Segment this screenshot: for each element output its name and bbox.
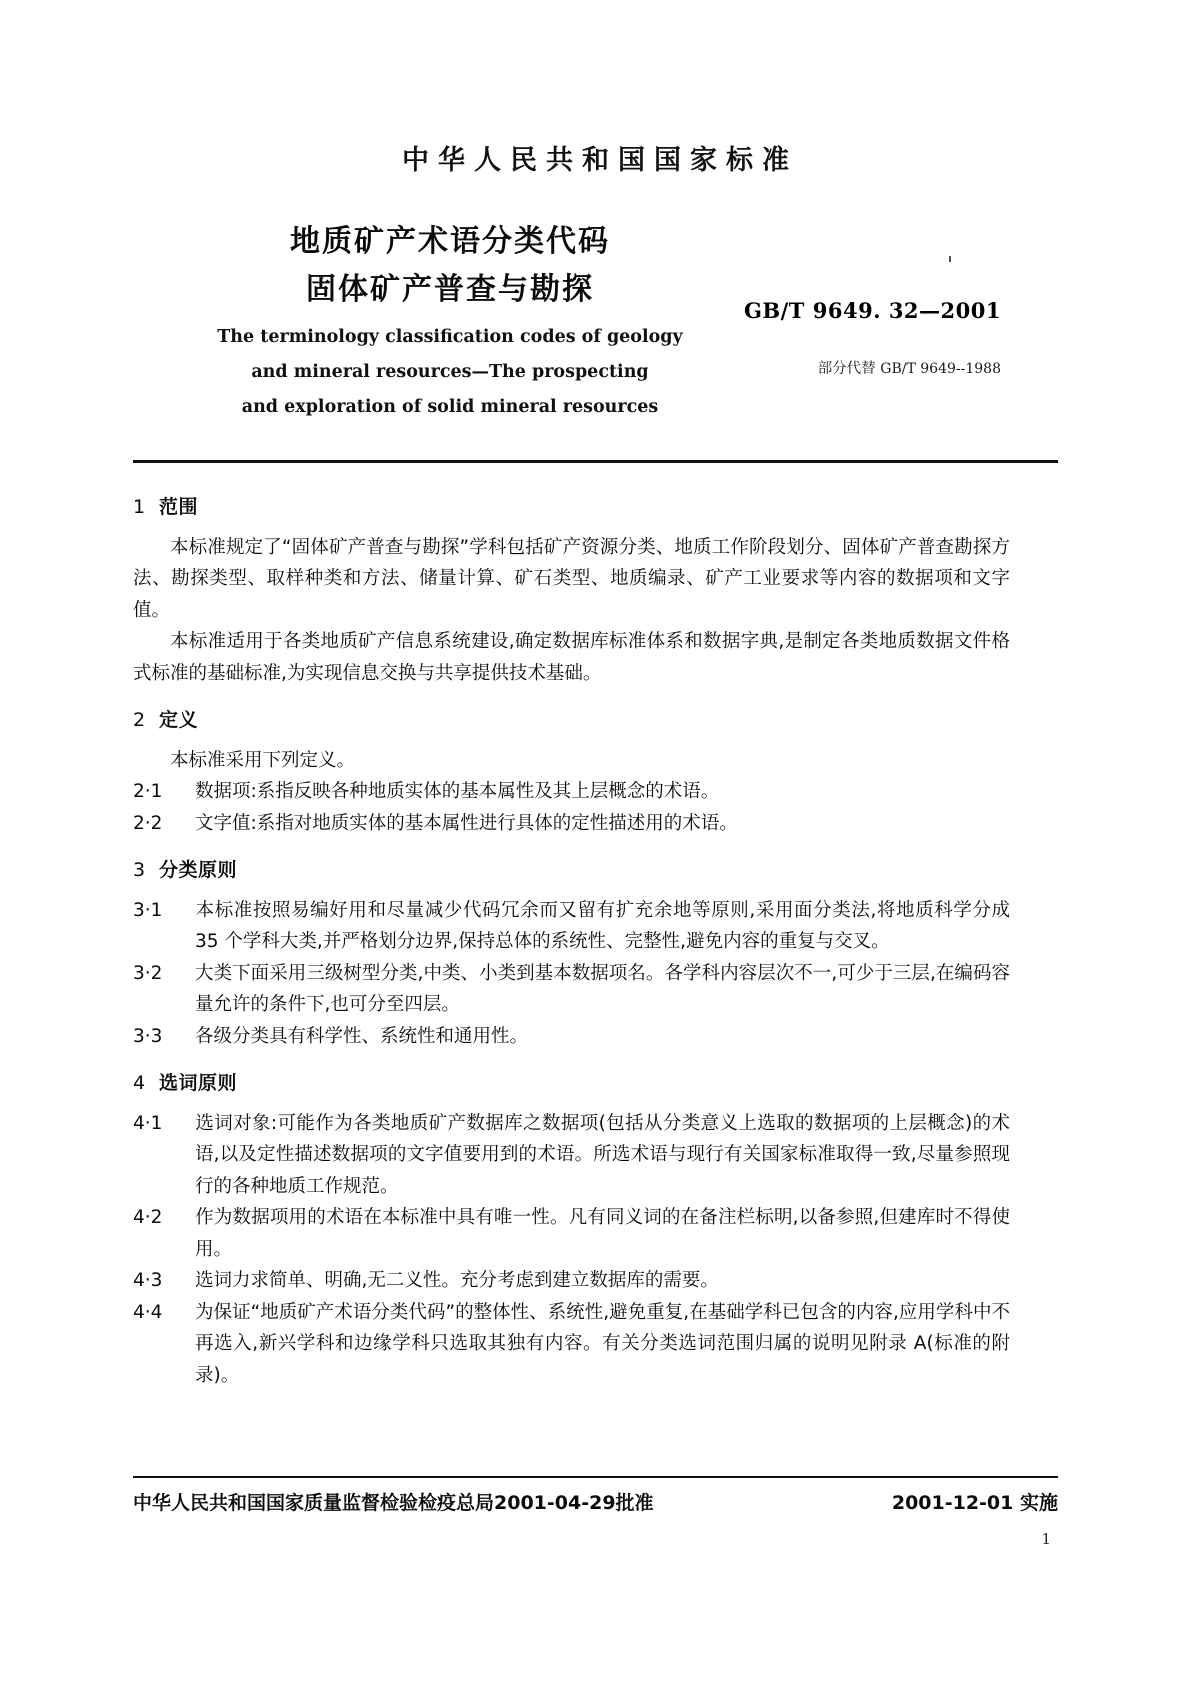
document-title-en-line3: and exploration of solid mineral resources (241, 397, 659, 417)
page-number: 1 (1041, 1530, 1051, 1548)
clause-4-2 (133, 1202, 1010, 1265)
section-1-paragraph-1: 本标准规定了“固体矿产普查与勘探”学科包括矿产资源分类、地质工作阶段划分、固体矿产普查勘探方法、勘探类型、取样种类和方法、储量计算、矿石类型、地质编录、矿产工业要求等内容的数据项和文字值。 (133, 536, 1010, 621)
clause-4-4 (133, 1297, 1010, 1392)
document-title-en (150, 320, 750, 425)
document-body (133, 492, 1010, 1391)
clause-number-4-4: 4·4 (133, 1301, 163, 1323)
clause-3-2 (133, 958, 1010, 1021)
section-heading-4 (133, 1068, 1010, 1100)
clause-text-3-3: 各级分类具有科学性、系统性和通用性。 (195, 1025, 529, 1047)
section-number-1: 1 (133, 496, 146, 518)
masthead-title: 中华人民共和国国家标准 (402, 145, 798, 176)
clause-number-3-3: 3·3 (133, 1025, 163, 1047)
implementation-date: 2001-12-01 实施 (891, 1492, 1058, 1514)
standard-number: GB/T 9649. 32—2001 (743, 298, 1001, 323)
page-footer (133, 1488, 1058, 1515)
clause-number-4-1: 4·1 (133, 1112, 163, 1134)
clause-number-3-1: 3·1 (133, 899, 163, 921)
header-divider-rule (133, 460, 1058, 463)
clause-4-3 (133, 1265, 1010, 1297)
section-title-2: 定义 (159, 709, 199, 731)
clause-number-3-2: 3·2 (133, 962, 163, 984)
section-heading-3 (133, 855, 1010, 887)
clause-text-4-3: 选词力求简单、明确,无二义性。充分考虑到建立数据库的需要。 (195, 1270, 719, 1291)
section-2-paragraph-1: 本标准采用下列定义。 (170, 749, 356, 771)
section-title-3: 分类原则 (159, 859, 238, 881)
clause-text-2-2: 文字值:系指对地质实体的基本属性进行具体的定性描述用的术语。 (195, 812, 738, 834)
approval-statement: 中华人民共和国国家质量监督检验检疫总局2001-04-29批准 (133, 1492, 654, 1514)
section-heading-1 (133, 492, 1010, 524)
clause-2-2 (133, 808, 1010, 840)
section-1-paragraph-2: 本标准适用于各类地质矿产信息系统建设,确定数据库标准体系和数据字典,是制定各类地质数据文件格式标准的基础标准,为实现信息交换与共享提供技术基础。 (133, 631, 1010, 684)
clause-text-4-2: 作为数据项用的术语在本标准中具有唯一性。凡有同义词的在备注栏标明,以备参照,但建库时不得使用。 (195, 1207, 1010, 1260)
masthead (0, 138, 1191, 177)
document-title-cn-line2: 固体矿产普查与勘探 (306, 272, 594, 307)
clause-number-2-1: 2·1 (133, 781, 163, 802)
section-number-4: 4 (133, 1072, 146, 1094)
clause-4-1 (133, 1108, 1010, 1203)
replaces-note (818, 357, 1001, 378)
clause-text-3-2: 大类下面采用三级树型分类,中类、小类到基本数据项名。各学科内容层次不一,可少于三层,在编码容量允许的条件下,也可分至四层。 (195, 962, 1010, 1015)
clause-number-2-2: 2·2 (133, 812, 163, 834)
replaces-value: GB/T 9649--1988 (880, 361, 1001, 377)
clause-text-3-1: 本标准按照易编好用和尽量减少代码冗余而又留有扩充余地等原则,采用面分类法,将地质科学分成 35 个学科大类,并严格划分边界,保持总体的系统性、完整性,避免内容的重复与交叉。 (195, 899, 1010, 952)
scan-speck (949, 256, 951, 262)
footer-divider-rule (133, 1476, 1058, 1478)
section-title-4: 选词原则 (159, 1072, 238, 1094)
clause-3-3 (133, 1021, 1010, 1053)
section-number-2: 2 (133, 709, 146, 731)
clause-number-4-3: 4·3 (133, 1270, 163, 1291)
clause-number-4-2: 4·2 (133, 1207, 163, 1228)
clause-3-1 (133, 895, 1010, 958)
clause-text-4-1: 选词对象:可能作为各类地质矿产数据库之数据项(包括从分类意义上选取的数据项的上层概念)的术语,以及定性描述数据项的文字值要用到的术语。所选术语与现行有关国家标准取得一致,尽量参照现行的各种地质工作规范。 (195, 1112, 1010, 1197)
document-title-en-line1: The terminology classification codes of geology (217, 327, 683, 347)
section-title-1: 范围 (159, 496, 199, 518)
document-title-en-line2: and mineral resources—The prospecting (251, 362, 649, 382)
clause-text-4-4: 为保证“地质矿产术语分类代码”的整体性、系统性,避免重复,在基础学科已包含的内容,应用学科中不再选入,新兴学科和边缘学科只选取其独有内容。有关分类选词范围归属的说明见附录 A(标准的附录)。 (195, 1301, 1010, 1386)
replaces-label: 部分代替 (817, 361, 876, 377)
clause-text-2-1: 数据项:系指反映各种地质实体的基本属性及其上层概念的术语。 (195, 781, 720, 802)
section-number-3: 3 (133, 859, 146, 881)
clause-2-1 (133, 776, 1010, 808)
document-title-cn (150, 218, 750, 314)
section-heading-2 (133, 705, 1010, 737)
document-title-cn-line1: 地质矿产术语分类代码 (290, 224, 610, 259)
